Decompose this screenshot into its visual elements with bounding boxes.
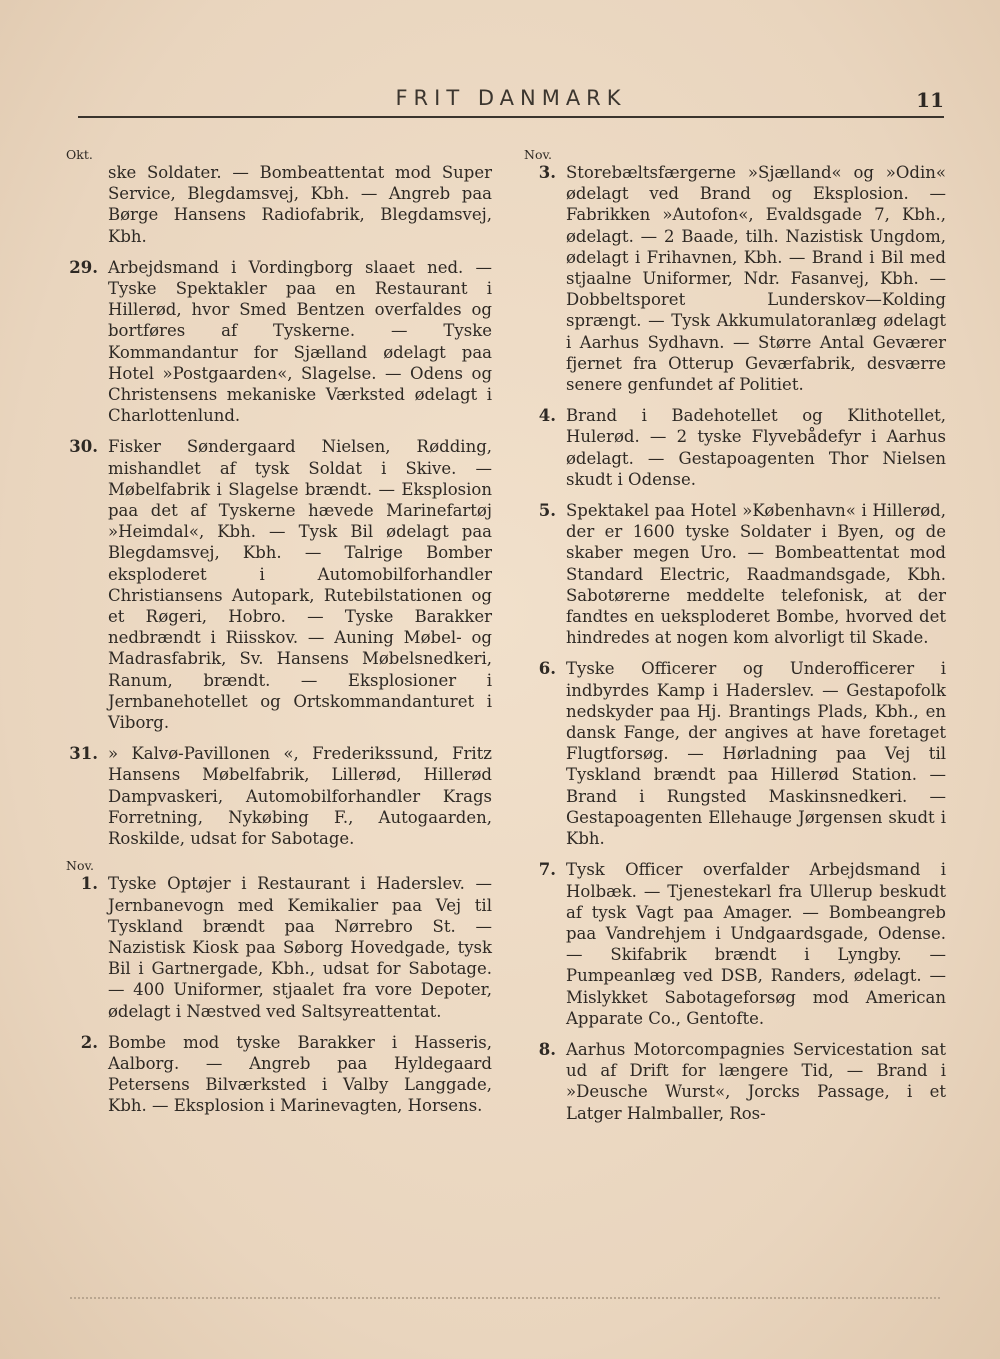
page-number: 11	[916, 88, 944, 112]
entry-number: 3.	[538, 163, 556, 182]
entry-number: 31.	[69, 744, 98, 764]
entry	[522, 1039, 946, 1124]
entry-text: Brand i Badehotellet og Klithotellet, Hulerød. — 2 tyske Flyvebådefyr i Aarhus ødelagt. — Gestapoagenten Thor Nielsen skudt i Odense.	[566, 406, 946, 489]
entry	[64, 743, 492, 849]
entry-text: Tyske Optøjer i Restaurant i Haderslev. — Jernbanevogn med Kemikalier paa Vej til Tyskland brændt paa Nørrebro St. — Nazistisk Kiosk paa Søborg Hovedgade, tysk Bil i Gartnergade, Kbh., udsat for Sabotage. — 400 Uniformer, stjaalet fra vore Depoter, ødelagt i Næstved ved Saltsyreattentat.	[108, 874, 492, 1021]
entry-text: Storebæltsfærgerne »Sjælland« og »Odin« ødelagt ved Brand og Eksplosion. — Fabrikken »Autofon«, Evaldsgade 7, Kbh., ødelagt. — 2 Baade, tilh. Nazistisk Ungdom, ødelagt i Frihavnen, Kbh. — Brand i Bil med stjaalne Uniformer, Ndr. Fasanvej, Kbh. — Dobbeltsporet Lunderskov—Kolding sprængt. — Tysk Akkumulatoranlæg ødelagt i Aarhus Sydhavn. — Større Antal Geværer fjernet fra Otterup Geværfabrik, desværre senere genfundet af Politiet.	[566, 163, 946, 395]
entry-number: 30.	[69, 437, 98, 457]
entry-number: 1.	[80, 874, 98, 894]
entry-number: 4.	[538, 406, 556, 426]
entry-text: Tysk Officer overfalder Arbejdsmand i Holbæk. — Tjenestekarl fra Ullerup beskudt af tysk Vagt paa Amager. — Bombeangreb paa Vandrehjem i Undgaardsgade, Odense. — Skifabrik brændt i Lyngby. — Pumpeanlæg ved DSB, Randers, ødelagt. — Mislykket Sabotageforsøg mod American Apparate Co., Gentofte.	[566, 860, 946, 1028]
right-column	[522, 148, 946, 1134]
entry-text: Aarhus Motorcompagnies Servicestation sat ud af Drift for længere Tid, — Brand i »Deusche Wurst«, Jorcks Passage, i et Latger Halmballer, Ros-	[566, 1039, 946, 1123]
entry-number: 7.	[538, 860, 556, 880]
entry	[64, 1032, 492, 1117]
footer-dotted-rule	[70, 1297, 940, 1299]
entry-text: Spektakel paa Hotel »København« i Hillerød, der er 1600 tyske Soldater i Byen, og de skaber megen Uro. — Bombeattentat mod Standard Electric, Raadmandsgade, Kbh. Sabotørerne meddelte telefonisk, at der fandtes en ueksploderet Bombe, hvorved det hindredes at nogen kom alvorligt til Skade.	[566, 501, 946, 648]
entry-text: Tyske Officerer og Underofficerer i indbyrdes Kamp i Haderslev. — Gestapofolk nedskyder paa Hj. Brantings Plads, Kbh., en dansk Fange, der angives at have foretaget Flugtforsøg. — Hørladning paa Vej til Tyskland brændt paa Hillerød Station. — Brand i Rungsted Maskinsnedkeri. — Gestapoagenten Ellehauge Jørgensen skudt i Kbh.	[566, 659, 946, 849]
entry	[64, 436, 492, 733]
entry-text: » Kalvø-Pavillonen «, Frederikssund, Fritz Hansens Møbelfabrik, Lillerød, Hillerød Dampvaskeri, Automobilforhandler Krags Forretning, Nykøbing F., Autogaarden, Roskilde, udsat for Sabotage.	[108, 744, 492, 849]
entry-number: 6.	[538, 659, 556, 679]
entry	[522, 859, 946, 1029]
month-label: Nov.	[66, 858, 95, 874]
month-label: Okt.	[66, 147, 93, 162]
entry-number: 5.	[538, 501, 556, 521]
entry	[522, 405, 946, 490]
entry	[522, 658, 946, 849]
entry	[522, 500, 946, 648]
entry	[64, 257, 492, 427]
entry-text: Fisker Søndergaard Nielsen, Rødding, mishandlet af tysk Soldat i Skive. — Møbelfabrik i Slagelse brændt. — Eksplosion paa det af Tyskerne hævede Marinefartøj »Heimdal«, Kbh. — Tysk Bil ødelagt paa Blegdamsvej, Kbh. — Talrige Bomber eksploderet i Automobilforhandler Christiansens Autopark, Rutebilstationen og et Røgeri, Hobro. — Tyske Barakker nedbrændt i Riisskov. — Auning Møbel- og Madrasfabrik, Sv. Hansens Møbelsnedkeri, Ranum, brændt. — Eksplosioner i Jernbanehotellet og Ortskommandanturet i Viborg.	[108, 437, 492, 733]
month-label: Nov.	[524, 147, 553, 162]
running-header	[78, 86, 944, 118]
entry-number: 29.	[69, 257, 98, 277]
entry	[64, 873, 492, 1021]
entry-text: Bombe mod tyske Barakker i Hasseris, Aalborg. — Angreb paa Hyldegaard Petersens Bilværksted i Valby Langgade, Kbh. — Eksplosion i Marinevagten, Horsens.	[108, 1032, 492, 1116]
entry-text: Arbejdsmand i Vordingborg slaaet ned. — Tyske Spektakler paa en Restaurant i Hillerød, hvor Smed Bentzen overfaldes og bortføres af Tyskerne. — Tyske Kommandantur for Sjælland ødelagt paa Hotel »Postgaarden«, Slagelse. — Odens og Christensens mekaniske Værksted ødelagt i Charlottenlund.	[108, 257, 492, 426]
publication-title: FRIT DANMARK	[395, 86, 627, 110]
entry	[522, 162, 946, 395]
entry-number: 8.	[538, 1039, 556, 1059]
entry-number: 2.	[80, 1032, 98, 1052]
continued-text: ske Soldater. — Bombeattentat mod Super Service, Blegdamsvej, Kbh. — Angreb paa Børge Hansens Radiofabrik, Blegdamsvej, Kbh.	[108, 163, 492, 246]
left-column	[64, 148, 492, 1127]
